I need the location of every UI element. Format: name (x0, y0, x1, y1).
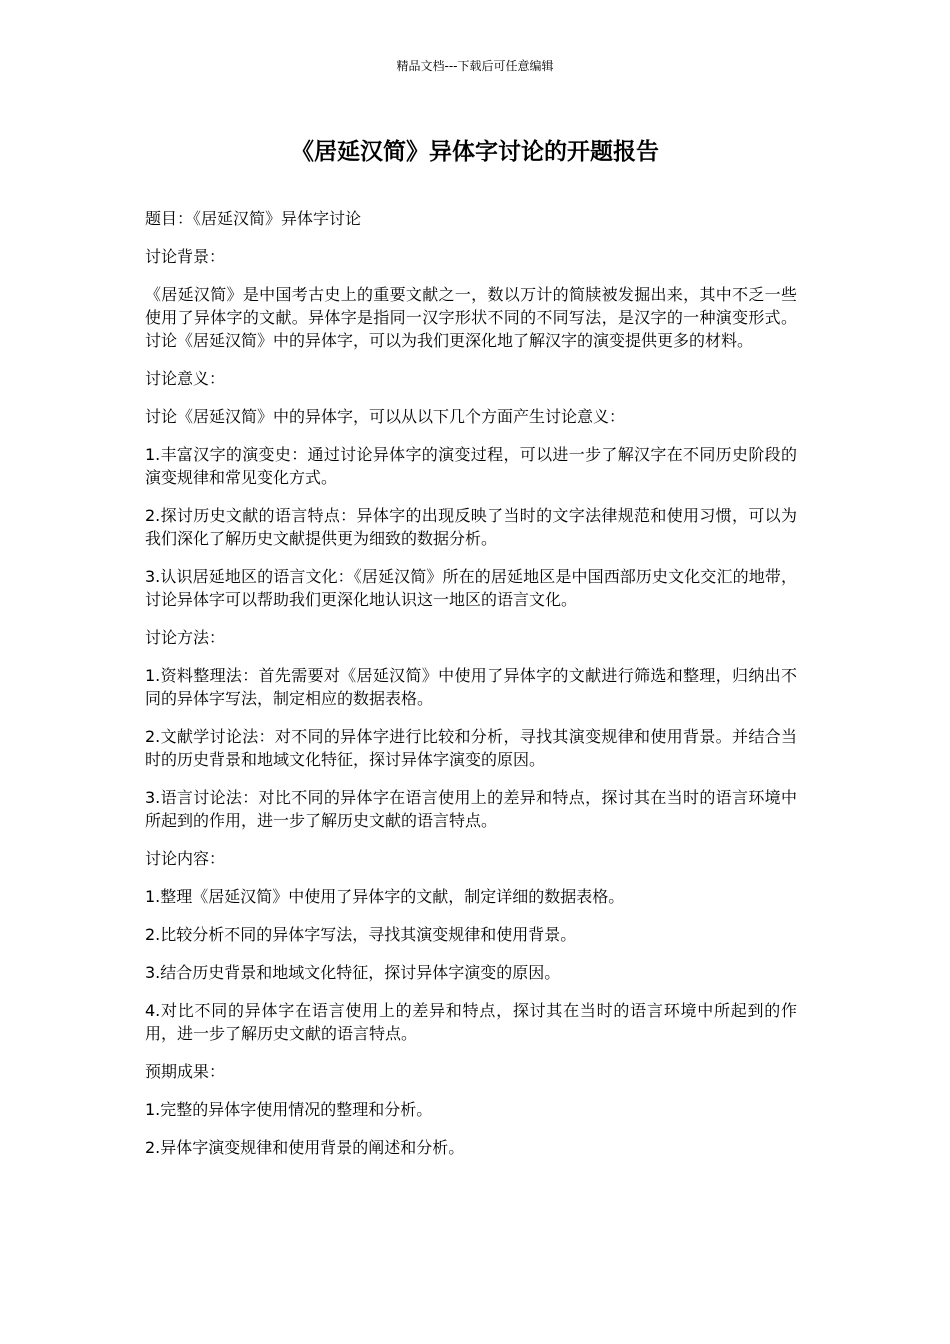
document-title: 《居延汉简》异体字讨论的开题报告 (291, 139, 659, 165)
document-body (145, 207, 797, 1174)
list-item-significance-2: 2.探讨历史文献的语言特点：异体字的出现反映了当时的文字法律规范和使用习惯，可以为我们深化了解历史文献提供更为细致的数据分析。 (145, 506, 797, 548)
heading-significance: 讨论意义： (145, 369, 226, 388)
page-header: 精品文档---下载后可任意编辑 (396, 59, 554, 73)
heading-content: 讨论内容： (145, 849, 226, 868)
heading-background: 讨论背景： (145, 247, 226, 266)
paragraph-topic: 题目：《居延汉简》异体字讨论 (145, 209, 362, 228)
list-item-method-1: 1.资料整理法：首先需要对《居延汉简》中使用了异体字的文献进行筛选和整理，归纳出不同的异体字写法，制定相应的数据表格。 (145, 666, 797, 708)
list-item-result-1: 1.完整的异体字使用情况的整理和分析。 (145, 1100, 433, 1119)
heading-methods: 讨论方法： (145, 628, 226, 647)
paragraph-background: 《居延汉简》是中国考古史上的重要文献之一，数以万计的简牍被发掘出来，其中不乏一些使用了异体字的文献。异体字是指同一汉字形状不同的不同写法，是汉字的一种演变形式。讨论《居延汉简》中的异体字，可以为我们更深化地了解汉字的演变提供更多的材料。 (145, 285, 797, 350)
list-item-significance-3: 3.认识居延地区的语言文化：《居延汉简》所在的居延地区是中国西部历史文化交汇的地带，讨论异体字可以帮助我们更深化地认识这一地区的语言文化。 (145, 567, 797, 609)
list-item-significance-1: 1.丰富汉字的演变史：通过讨论异体字的演变过程，可以进一步了解汉字在不同历史阶段的演变规律和常见变化方式。 (145, 445, 797, 487)
paragraph-significance-intro: 讨论《居延汉简》中的异体字，可以从以下几个方面产生讨论意义： (145, 407, 626, 426)
list-item-content-4: 4.对比不同的异体字在语言使用上的差异和特点，探讨其在当时的语言环境中所起到的作用，进一步了解历史文献的语言特点。 (145, 1001, 797, 1043)
list-item-result-2: 2.异体字演变规律和使用背景的阐述和分析。 (145, 1138, 465, 1157)
list-item-content-2: 2.比较分析不同的异体字写法，寻找其演变规律和使用背景。 (145, 925, 577, 944)
list-item-method-3: 3.语言讨论法：对比不同的异体字在语言使用上的差异和特点，探讨其在当时的语言环境中所起到的作用，进一步了解历史文献的语言特点。 (145, 788, 797, 830)
list-item-content-3: 3.结合历史背景和地域文化特征，探讨异体字演变的原因。 (145, 963, 561, 982)
list-item-content-1: 1.整理《居延汉简》中使用了异体字的文献，制定详细的数据表格。 (145, 887, 625, 906)
heading-expected-results: 预期成果： (145, 1062, 226, 1081)
list-item-method-2: 2.文献学讨论法：对不同的异体字进行比较和分析，寻找其演变规律和使用背景。并结合当时的历史背景和地域文化特征，探讨异体字演变的原因。 (145, 727, 797, 769)
